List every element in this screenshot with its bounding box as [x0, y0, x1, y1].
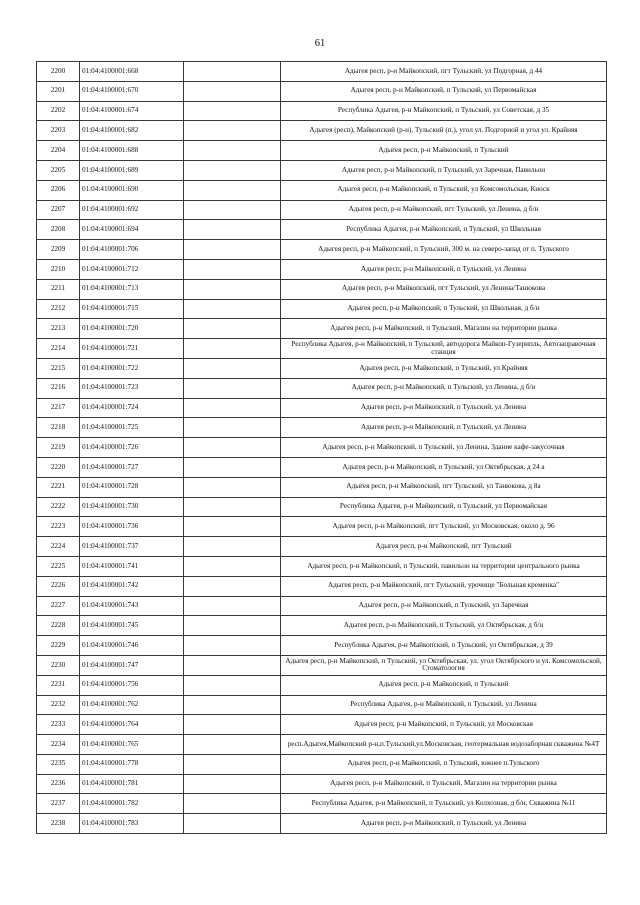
cadastral-number-cell: 01:04:4100001:713 — [80, 279, 184, 299]
table-row — [37, 339, 607, 359]
empty-cell — [184, 160, 281, 180]
empty-cell — [184, 596, 281, 616]
empty-cell — [184, 655, 281, 675]
row-number-cell: 2201 — [37, 81, 80, 101]
empty-cell — [184, 794, 281, 814]
cadastral-number-cell: 01:04:4100001:728 — [80, 477, 184, 497]
table-row — [37, 655, 607, 675]
address-cell: Адыгея респ, р-н Майкопский, п Тульский, ул Октябрьская, д 24 а — [281, 457, 607, 477]
table-row — [37, 160, 607, 180]
cadastral-number-cell: 01:04:4100001:782 — [80, 794, 184, 814]
row-number-cell: 2200 — [37, 62, 80, 82]
empty-cell — [184, 735, 281, 755]
row-number-cell: 2207 — [37, 200, 80, 220]
row-number-cell: 2228 — [37, 616, 80, 636]
table-row — [37, 537, 607, 557]
row-number-cell: 2229 — [37, 636, 80, 656]
table-row — [37, 477, 607, 497]
cadastral-number-cell: 01:04:4100001:741 — [80, 556, 184, 576]
cadastral-number-cell: 01:04:4100001:688 — [80, 141, 184, 161]
row-number-cell: 2218 — [37, 418, 80, 438]
address-cell: Адыгея респ, р-н Майкопский, п Тульский, ул Комсомольская, Киоск — [281, 180, 607, 200]
empty-cell — [184, 358, 281, 378]
row-number-cell: 2223 — [37, 517, 80, 537]
table-row — [37, 596, 607, 616]
row-number-cell: 2230 — [37, 655, 80, 675]
cadastral-number-cell: 01:04:4100001:781 — [80, 774, 184, 794]
table-row — [37, 259, 607, 279]
cadastral-number-cell: 01:04:4100001:721 — [80, 339, 184, 359]
address-cell: Республика Адыгея, р-н Майкопский, п Тульский, ул Октябрьская, д 39 — [281, 636, 607, 656]
empty-cell — [184, 299, 281, 319]
empty-cell — [184, 62, 281, 82]
empty-cell — [184, 457, 281, 477]
cadastral-number-cell: 01:04:4100001:783 — [80, 814, 184, 834]
row-number-cell: 2216 — [37, 378, 80, 398]
cadastral-number-cell: 01:04:4100001:674 — [80, 101, 184, 121]
empty-cell — [184, 576, 281, 596]
empty-cell — [184, 477, 281, 497]
cadastral-number-cell: 01:04:4100001:668 — [80, 62, 184, 82]
row-number-cell: 2203 — [37, 121, 80, 141]
table-row — [37, 180, 607, 200]
address-cell: Адыгея респ, р-н Майкопский, пгт Тульский, ул Московская, около д. 96 — [281, 517, 607, 537]
address-cell: Адыгея респ, р-н Майкопский, п Тульский, ул Ленина — [281, 398, 607, 418]
row-number-cell: 2214 — [37, 339, 80, 359]
cadastral-number-cell: 01:04:4100001:723 — [80, 378, 184, 398]
cadastral-number-cell: 01:04:4100001:727 — [80, 457, 184, 477]
row-number-cell: 2220 — [37, 457, 80, 477]
table-row — [37, 457, 607, 477]
row-number-cell: 2213 — [37, 319, 80, 339]
row-number-cell: 2205 — [37, 160, 80, 180]
table-row — [37, 695, 607, 715]
table-row — [37, 418, 607, 438]
address-cell: Адыгея респ, р-н Майкопский, п Тульский, ул Октябрьская, д б/н — [281, 616, 607, 636]
cadastral-number-cell: 01:04:4100001:765 — [80, 735, 184, 755]
address-cell: Адыгея респ, р-н Майкопский, п Тульский, южнее п.Тульского — [281, 754, 607, 774]
cadastral-number-cell: 01:04:4100001:720 — [80, 319, 184, 339]
empty-cell — [184, 398, 281, 418]
property-registry-table — [36, 61, 607, 834]
table-row — [37, 121, 607, 141]
address-cell: Адыгея респ, р-н Майкопский, пгт Тульский, ул Ленина, д б/н — [281, 200, 607, 220]
address-cell: Республика Адыгея, р-н Майкопский, п Тульский, ул Школьная — [281, 220, 607, 240]
address-cell: Республика Адыгея, р-н Майкопский, п Тульский, ул Ленина — [281, 695, 607, 715]
address-cell: Адыгея респ, р-н Майкопский, п Тульский, ул Московская — [281, 715, 607, 735]
page-number: 61 — [314, 38, 326, 49]
table-row — [37, 81, 607, 101]
empty-cell — [184, 180, 281, 200]
row-number-cell: 2211 — [37, 279, 80, 299]
cadastral-number-cell: 01:04:4100001:762 — [80, 695, 184, 715]
address-cell: Адыгея респ, р-н Майкопский, п Тульский, ул Заречная — [281, 596, 607, 616]
row-number-cell: 2221 — [37, 477, 80, 497]
empty-cell — [184, 418, 281, 438]
cadastral-number-cell: 01:04:4100001:747 — [80, 655, 184, 675]
address-cell: Адыгея респ, р-н Майкопский, п Тульский, ул Ленина, д б/н — [281, 378, 607, 398]
address-cell: Адыгея респ, р-н Майкопский, п Тульский, 300 м. на северо-запад от п. Тульского — [281, 240, 607, 260]
empty-cell — [184, 279, 281, 299]
table-row — [37, 240, 607, 260]
address-cell: Адыгея респ, р-н Майкопский, пгт Тульский, ул Ленина/Танюкова — [281, 279, 607, 299]
table-body — [37, 62, 607, 834]
table-row — [37, 735, 607, 755]
empty-cell — [184, 636, 281, 656]
empty-cell — [184, 339, 281, 359]
row-number-cell: 2217 — [37, 398, 80, 418]
address-cell: Адыгея респ, р-н Майкопский, п Тульский, ул Школьная, д б/н — [281, 299, 607, 319]
row-number-cell: 2215 — [37, 358, 80, 378]
table-row — [37, 378, 607, 398]
cadastral-number-cell: 01:04:4100001:756 — [80, 675, 184, 695]
cadastral-number-cell: 01:04:4100001:726 — [80, 438, 184, 458]
empty-cell — [184, 438, 281, 458]
address-cell: Адыгея респ, р-н Майкопский, п Тульский, ул Октябрьская, ул. угол Октябрского и ул. Комсомольской, Стоматология — [281, 655, 607, 675]
row-number-cell: 2208 — [37, 220, 80, 240]
row-number-cell: 2227 — [37, 596, 80, 616]
row-number-cell: 2235 — [37, 754, 80, 774]
table-row — [37, 675, 607, 695]
cadastral-number-cell: 01:04:4100001:745 — [80, 616, 184, 636]
row-number-cell: 2210 — [37, 259, 80, 279]
cadastral-number-cell: 01:04:4100001:742 — [80, 576, 184, 596]
table-row — [37, 358, 607, 378]
row-number-cell: 2231 — [37, 675, 80, 695]
empty-cell — [184, 121, 281, 141]
cadastral-number-cell: 01:04:4100001:706 — [80, 240, 184, 260]
row-number-cell: 2225 — [37, 556, 80, 576]
address-cell: Адыгея респ, р-н Майкопский, п Тульский, ул Первомайская — [281, 81, 607, 101]
empty-cell — [184, 101, 281, 121]
empty-cell — [184, 537, 281, 557]
address-cell: Адыгея респ, р-н Майкопский, п Тульский, ул Крайняя — [281, 358, 607, 378]
empty-cell — [184, 695, 281, 715]
row-number-cell: 2237 — [37, 794, 80, 814]
address-cell: Адыгея респ, р-н Майкопский, п Тульский, Магазин на территории рынка — [281, 319, 607, 339]
address-cell: Адыгея респ, р-н Майкопский, пгт Тульский, урочище "Большая кременка" — [281, 576, 607, 596]
row-number-cell: 2212 — [37, 299, 80, 319]
address-cell: Адыгея респ, р-н Майкопский, п Тульский, ул Ленина, Здание кафе-закусочная — [281, 438, 607, 458]
empty-cell — [184, 616, 281, 636]
row-number-cell: 2236 — [37, 774, 80, 794]
cadastral-number-cell: 01:04:4100001:746 — [80, 636, 184, 656]
empty-cell — [184, 240, 281, 260]
cadastral-number-cell: 01:04:4100001:725 — [80, 418, 184, 438]
address-cell: Адыгея респ, р-н Майкопский, п Тульский, ул Ленина — [281, 418, 607, 438]
row-number-cell: 2224 — [37, 537, 80, 557]
empty-cell — [184, 259, 281, 279]
table-row — [37, 754, 607, 774]
cadastral-number-cell: 01:04:4100001:715 — [80, 299, 184, 319]
table-row — [37, 319, 607, 339]
table-row — [37, 200, 607, 220]
row-number-cell: 2232 — [37, 695, 80, 715]
table-row — [37, 220, 607, 240]
address-cell: Адыгея респ, р-н Майкопский, п Тульский — [281, 675, 607, 695]
table-row — [37, 517, 607, 537]
address-cell: Адыгея респ, р-н Майкопский, п Тульский, ул Ленина — [281, 814, 607, 834]
empty-cell — [184, 814, 281, 834]
address-cell: Адыгея респ, р-н Майкопский, пгт Тульский — [281, 537, 607, 557]
empty-cell — [184, 774, 281, 794]
table-row — [37, 497, 607, 517]
table-row — [37, 398, 607, 418]
table-row — [37, 62, 607, 82]
table-row — [37, 715, 607, 735]
address-cell: респ.Адыгея,Майкопский р-н,п.Тульский,ул.Московская, геотермальная водозаборная скважина №4Т — [281, 735, 607, 755]
empty-cell — [184, 220, 281, 240]
address-cell: Республика Адыгея, р-н Майкопский, п Тульский, ул Советская, д 35 — [281, 101, 607, 121]
address-cell: Адыгея респ, р-н Майкопский, п Тульский, ул Ленина — [281, 259, 607, 279]
cadastral-number-cell: 01:04:4100001:730 — [80, 497, 184, 517]
address-cell: Адыгея (респ), Майкопский (р-н), Тульский (п.), угол ул. Подгорной и угол ул. Крайняя — [281, 121, 607, 141]
cadastral-number-cell: 01:04:4100001:692 — [80, 200, 184, 220]
row-number-cell: 2209 — [37, 240, 80, 260]
row-number-cell: 2222 — [37, 497, 80, 517]
empty-cell — [184, 556, 281, 576]
row-number-cell: 2206 — [37, 180, 80, 200]
cadastral-number-cell: 01:04:4100001:670 — [80, 81, 184, 101]
cadastral-number-cell: 01:04:4100001:724 — [80, 398, 184, 418]
table-row — [37, 556, 607, 576]
row-number-cell: 2233 — [37, 715, 80, 735]
address-cell: Адыгея респ, р-н Майкопский, п Тульский — [281, 141, 607, 161]
empty-cell — [184, 378, 281, 398]
cadastral-number-cell: 01:04:4100001:736 — [80, 517, 184, 537]
table-row — [37, 636, 607, 656]
table-row — [37, 141, 607, 161]
row-number-cell: 2238 — [37, 814, 80, 834]
table-row — [37, 299, 607, 319]
empty-cell — [184, 754, 281, 774]
row-number-cell: 2219 — [37, 438, 80, 458]
cadastral-number-cell: 01:04:4100001:690 — [80, 180, 184, 200]
empty-cell — [184, 497, 281, 517]
empty-cell — [184, 517, 281, 537]
table-row — [37, 279, 607, 299]
empty-cell — [184, 675, 281, 695]
row-number-cell: 2226 — [37, 576, 80, 596]
address-cell: Адыгея респ, р-н Майкопский, п Тульский, павильон на территории центрального рынка — [281, 556, 607, 576]
table-row — [37, 576, 607, 596]
table-row — [37, 814, 607, 834]
cadastral-number-cell: 01:04:4100001:682 — [80, 121, 184, 141]
table-row — [37, 774, 607, 794]
address-cell: Адыгея респ, р-н Майкопский, пгт Тульский, ул Танюкова, д 8а — [281, 477, 607, 497]
table-row — [37, 794, 607, 814]
table-row — [37, 101, 607, 121]
address-cell: Республика Адыгея, р-н Майкопский, п Тульский, ул Колхозная, д б/н, Скважина №11 — [281, 794, 607, 814]
address-cell: Адыгея респ, р-н Майкопский, п Тульский, Магазин на территории рынка — [281, 774, 607, 794]
address-cell: Адыгея респ, р-н Майкопский, пгт Тульский, ул Подгорная, д 44 — [281, 62, 607, 82]
empty-cell — [184, 715, 281, 735]
cadastral-number-cell: 01:04:4100001:737 — [80, 537, 184, 557]
cadastral-number-cell: 01:04:4100001:778 — [80, 754, 184, 774]
empty-cell — [184, 141, 281, 161]
cadastral-number-cell: 01:04:4100001:764 — [80, 715, 184, 735]
cadastral-number-cell: 01:04:4100001:722 — [80, 358, 184, 378]
cadastral-number-cell: 01:04:4100001:743 — [80, 596, 184, 616]
row-number-cell: 2204 — [37, 141, 80, 161]
row-number-cell: 2234 — [37, 735, 80, 755]
empty-cell — [184, 81, 281, 101]
address-cell: Адыгея респ, р-н Майкопский, п Тульский, ул Заречная, Павильон — [281, 160, 607, 180]
table-row — [37, 438, 607, 458]
empty-cell — [184, 319, 281, 339]
address-cell: Республика Адыгея, р-н Майкопский, п Тульский, автодорога Майкоп-Гузерипль, Автозаправочная станция — [281, 339, 607, 359]
cadastral-number-cell: 01:04:4100001:689 — [80, 160, 184, 180]
row-number-cell: 2202 — [37, 101, 80, 121]
empty-cell — [184, 200, 281, 220]
address-cell: Республика Адыгея, р-н Майкопский, п Тульский, ул Первомайская — [281, 497, 607, 517]
table-row — [37, 616, 607, 636]
cadastral-number-cell: 01:04:4100001:694 — [80, 220, 184, 240]
cadastral-number-cell: 01:04:4100001:712 — [80, 259, 184, 279]
